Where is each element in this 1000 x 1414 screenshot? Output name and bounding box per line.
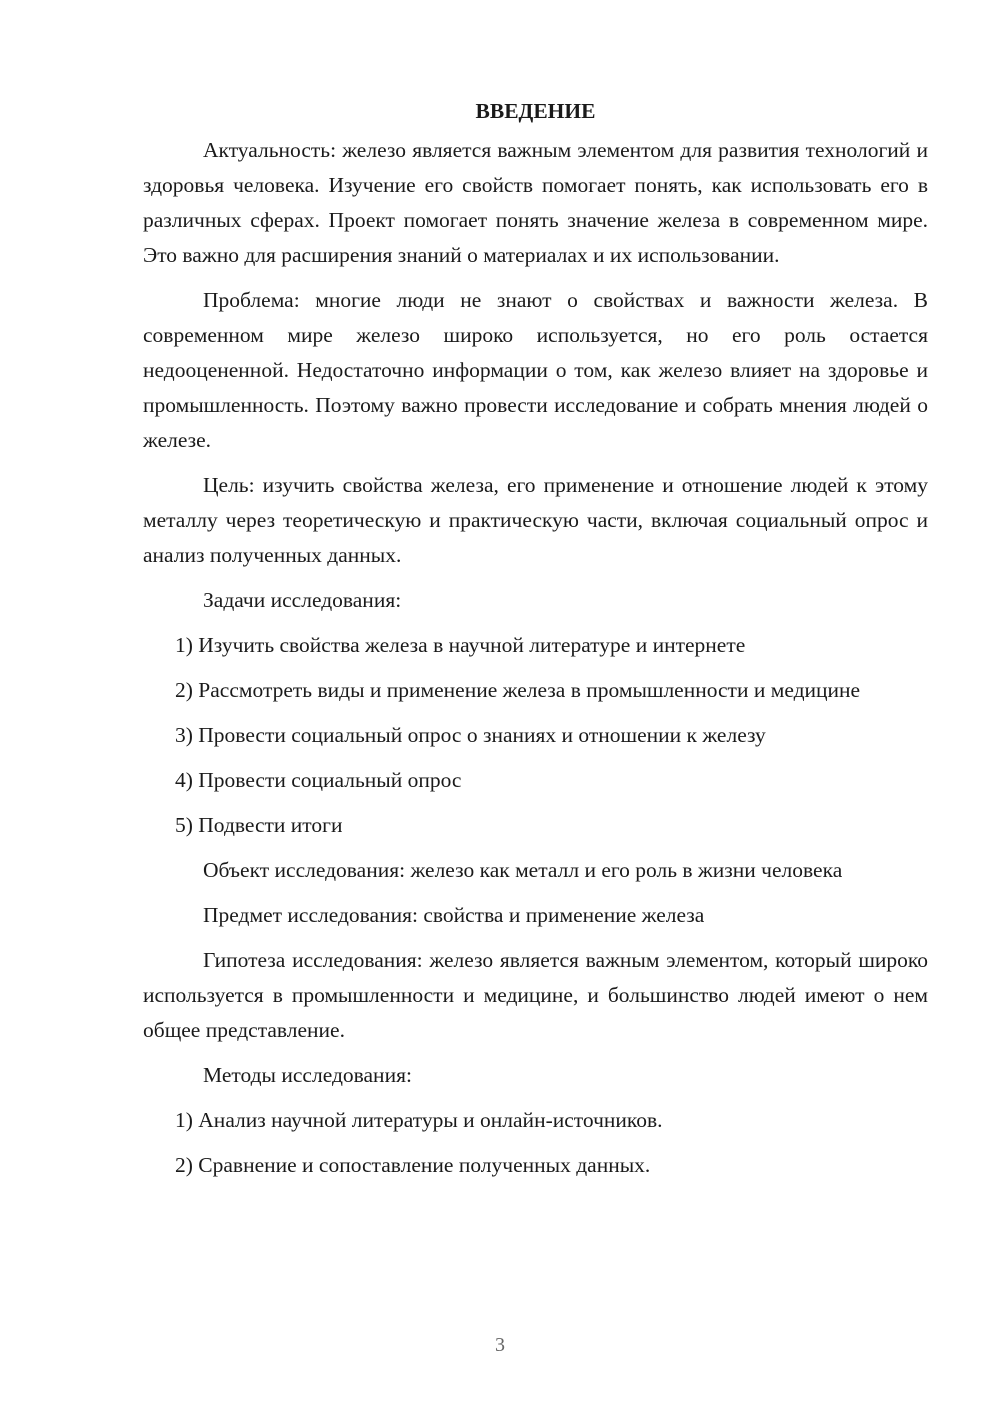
tasks-heading: Задачи исследования: — [203, 588, 402, 612]
relevance-paragraph: Актуальность: железо является важным элементом для развития технологий и здоровья человека. Изучение его свойств помогает понять, как использовать его в различных сферах. Проект помогает понять значение железа в современном мире. Это важно для расширения знаний о материалах и их использовании. — [143, 138, 928, 267]
goal-paragraph: Цель: изучить свойства железа, его применение и отношение людей к этому металлу через теоретическую и практическую части, включая социальный опрос и анализ полученных данных. — [143, 473, 928, 567]
task-item-1: 1) Изучить свойства железа в научной литературе и интернете — [175, 633, 746, 657]
problem-paragraph: Проблема: многие люди не знают о свойствах и важности железа. В современном мире железо широко используется, но его роль остается недооцененной. Недостаточно информации о том, как железо влияет на здоровье и промышленность. Поэтому важно провести исследование и собрать мнения людей о железе. — [143, 288, 928, 452]
task-item-3: 3) Провести социальный опрос о знаниях и отношении к железу — [175, 723, 766, 747]
method-item-1: 1) Анализ научной литературы и онлайн-источников. — [175, 1108, 663, 1132]
task-item-4: 4) Провести социальный опрос — [175, 768, 462, 792]
research-object-paragraph: Объект исследования: железо как металл и его роль в жизни человека — [203, 858, 843, 882]
section-title: ВВЕДЕНИЕ — [475, 99, 596, 123]
research-subject-paragraph: Предмет исследования: свойства и применение железа — [203, 903, 705, 927]
method-item-2: 2) Сравнение и сопоставление полученных данных. — [175, 1153, 651, 1177]
page-number: 3 — [495, 1334, 505, 1356]
page-content — [143, 94, 928, 1193]
hypothesis-paragraph: Гипотеза исследования: железо является важным элементом, который широко используется в промышленности и медицине, и большинство людей имеют о нем общее представление. — [143, 948, 928, 1042]
methods-heading: Методы исследования: — [203, 1063, 412, 1087]
task-item-5: 5) Подвести итоги — [175, 813, 343, 837]
task-item-2: 2) Рассмотреть виды и применение железа в промышленности и медицине — [175, 678, 861, 702]
